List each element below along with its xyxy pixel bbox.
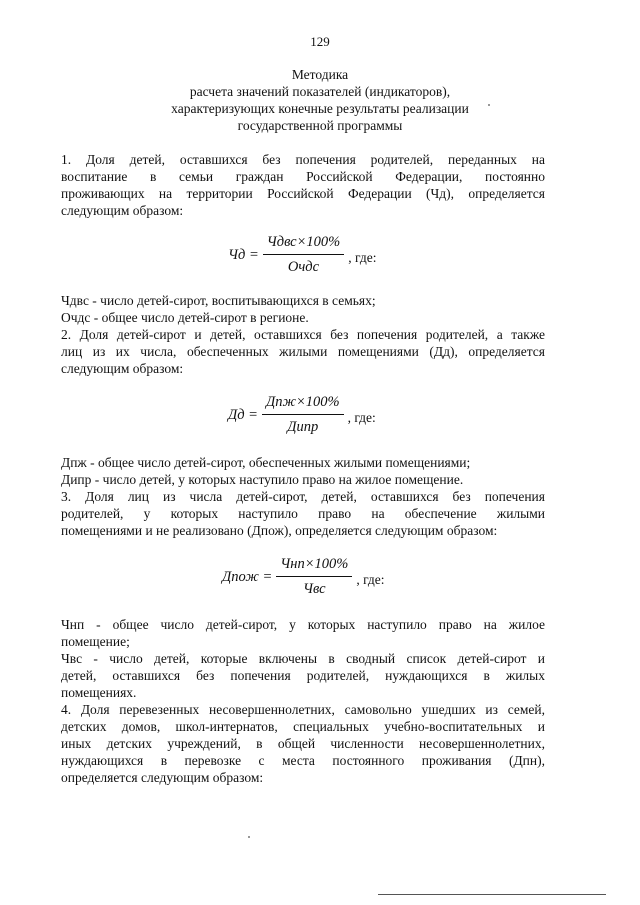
formula-fraction — [263, 234, 344, 276]
definition-line: Дипр - число детей, у которых наступило право на жилое помещение. — [61, 472, 464, 487]
formula-numerator: Дпж×100% — [262, 394, 344, 415]
text-line: определяется следующим образом: — [61, 770, 264, 785]
text-line: родителей, у которых наступило право на обеспечение жилыми — [61, 506, 545, 521]
formula-lhs: Чд = — [228, 246, 259, 263]
text-line: иных детских учреждений, в общей численности несовершеннолетних, — [61, 736, 545, 751]
text-line: лиц из их числа, обеспеченных жилыми помещениями (Дд), определяется — [61, 344, 545, 359]
section-2-definitions — [61, 454, 545, 488]
text-line: помещениями и не реализовано (Дпож), определяется следующим образом: — [61, 523, 498, 538]
formula-suffix: , где: — [347, 410, 376, 425]
formula-fraction — [276, 556, 352, 598]
formula-denominator: Чвс — [303, 581, 326, 597]
formula-suffix: , где: — [356, 572, 385, 587]
definition-line: помещениях. — [61, 685, 137, 700]
definition-line: помещение; — [61, 634, 130, 649]
text-line: следующим образом: — [61, 361, 184, 376]
formula-numerator: Чнп×100% — [276, 556, 352, 577]
text-line: 1. Доля детей, оставшихся без попечения родителей, переданных на — [61, 152, 545, 167]
text-line: 4. Доля перевезенных несовершеннолетних, самовольно ушедших из семей, — [61, 702, 545, 717]
definition-line: Чнп - общее число детей-сирот, у которых наступило право на жилое — [61, 617, 545, 632]
scan-speck — [488, 104, 490, 106]
definition-line: Чвс - число детей, которые включены в сводный список детей-сирот и — [61, 651, 545, 666]
definition-line: детей, оставшихся без попечения родителей, нуждающихся в жилых — [61, 668, 545, 683]
text-line: проживающих на территории Российской Федерации (Чд), определяется — [61, 186, 545, 201]
page-number: 129 — [310, 34, 330, 49]
section-1-definitions — [61, 292, 545, 326]
formula-numerator: Чдвс×100% — [263, 234, 344, 255]
formula-chd — [228, 234, 376, 276]
section-1-text — [61, 151, 545, 219]
text-line: воспитание в семьи граждан Российской Федерации, постоянно — [61, 169, 545, 184]
section-3-text — [61, 488, 545, 539]
formula-fraction — [262, 394, 344, 436]
formula-dpozh — [222, 556, 385, 598]
text-line: 3. Доля лиц из числа детей-сирот, детей, оставшихся без попечения — [61, 489, 545, 504]
document-title — [0, 66, 640, 134]
text-line: следующим образом: — [61, 203, 184, 218]
text-line: нуждающихся в перевозке с места постоянного проживания (Дпн), — [61, 753, 545, 768]
title-line: расчета значений показателей (индикаторов), — [189, 84, 451, 99]
section-3-definition-2 — [61, 650, 545, 701]
section-3-definition-1 — [61, 616, 545, 650]
formula-denominator: Очдс — [287, 259, 320, 275]
bottom-scan-line — [378, 894, 606, 895]
section-4-text — [61, 701, 545, 786]
title-line: государственной программы — [237, 118, 403, 133]
formula-lhs: Дд = — [228, 406, 258, 423]
title-line: характеризующих конечные результаты реализации — [171, 101, 469, 116]
definition-line: Дпж - общее число детей-сирот, обеспеченных жилыми помещениями; — [61, 455, 471, 470]
formula-lhs: Дпож = — [222, 568, 273, 585]
definition-line: Чдвс - число детей-сирот, воспитывающихся в семьях; — [61, 293, 376, 308]
text-line: 2. Доля детей-сирот и детей, оставшихся без попечения родителей, а также — [61, 327, 545, 342]
formula-suffix: , где: — [348, 250, 377, 265]
title-line: Методика — [291, 67, 349, 82]
formula-dd — [228, 394, 376, 436]
formula-denominator: Дипр — [287, 419, 319, 435]
definition-line: Очдс - общее число детей-сирот в регионе. — [61, 310, 309, 325]
scan-speck — [248, 836, 250, 838]
text-line: детских домов, школ-интернатов, специальных учебно-воспитательных и — [61, 719, 545, 734]
section-2-text — [61, 326, 545, 377]
